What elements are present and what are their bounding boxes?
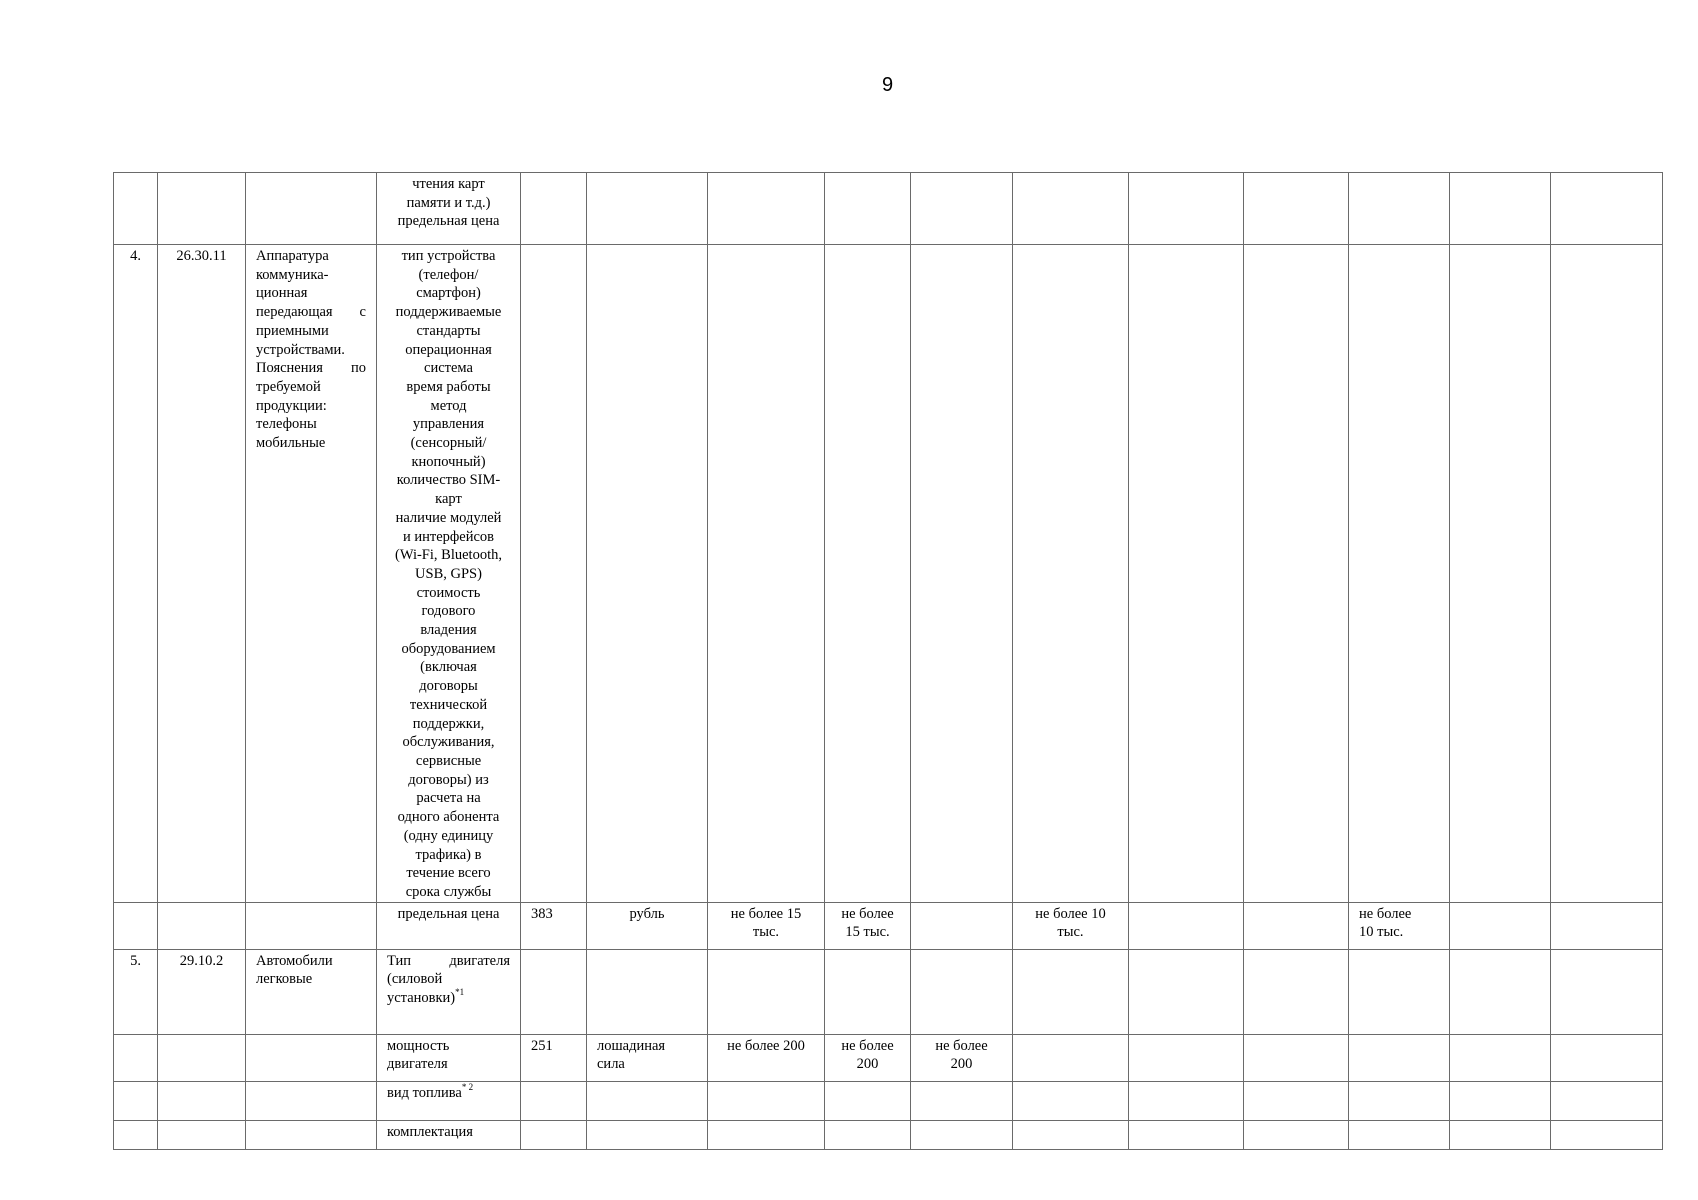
value-cell bbox=[911, 1120, 1013, 1149]
page-number: 9 bbox=[881, 74, 894, 96]
value-cell bbox=[1349, 1120, 1450, 1149]
okpd-code bbox=[158, 1081, 246, 1120]
value-cell bbox=[1013, 1034, 1129, 1081]
value-cell bbox=[1244, 173, 1349, 245]
value-cell bbox=[1244, 949, 1349, 1034]
value-cell bbox=[1129, 173, 1244, 245]
value-cell bbox=[1551, 245, 1663, 903]
okpd-code: 26.30.11 bbox=[158, 245, 246, 903]
unit-code: 383 bbox=[521, 902, 587, 949]
characteristic: мощность двигателя bbox=[377, 1034, 521, 1081]
value-cell bbox=[1450, 949, 1551, 1034]
value-cell bbox=[1013, 1120, 1129, 1149]
value-cell bbox=[1244, 1034, 1349, 1081]
requirements-table bbox=[113, 172, 1663, 1150]
characteristic: чтения карт памяти и т.д.) предельная цена bbox=[377, 173, 521, 245]
value-cell bbox=[1013, 1081, 1129, 1120]
unit-name bbox=[587, 173, 708, 245]
table-row bbox=[114, 1034, 1663, 1081]
product-name: Автомобили легковые bbox=[246, 949, 377, 1034]
characteristic bbox=[377, 949, 521, 1034]
value-cell: не более 200 bbox=[911, 1034, 1013, 1081]
unit-code bbox=[521, 173, 587, 245]
table-row bbox=[114, 949, 1663, 1034]
product-name bbox=[246, 1081, 377, 1120]
value-cell bbox=[1551, 173, 1663, 245]
value-cell bbox=[708, 1081, 825, 1120]
value-cell bbox=[1450, 1120, 1551, 1149]
table-row bbox=[114, 1120, 1663, 1149]
value-cell bbox=[1551, 1120, 1663, 1149]
value-cell: не более 200 bbox=[825, 1034, 911, 1081]
value-cell bbox=[1551, 949, 1663, 1034]
unit-code: 251 bbox=[521, 1034, 587, 1081]
unit-code bbox=[521, 245, 587, 903]
unit-name: рубль bbox=[587, 902, 708, 949]
value-cell bbox=[1349, 245, 1450, 903]
value-cell bbox=[708, 949, 825, 1034]
value-cell bbox=[1551, 902, 1663, 949]
characteristic: комплектация bbox=[377, 1120, 521, 1149]
unit-name bbox=[587, 1120, 708, 1149]
product-name bbox=[246, 173, 377, 245]
value-cell bbox=[1349, 1081, 1450, 1120]
value-cell bbox=[1129, 949, 1244, 1034]
okpd-code bbox=[158, 902, 246, 949]
product-name bbox=[246, 1034, 377, 1081]
value-cell bbox=[911, 949, 1013, 1034]
value-cell bbox=[1450, 1034, 1551, 1081]
row-number bbox=[114, 1081, 158, 1120]
value-cell bbox=[1244, 902, 1349, 949]
value-cell bbox=[1450, 245, 1551, 903]
value-cell bbox=[1551, 1034, 1663, 1081]
value-cell bbox=[1129, 902, 1244, 949]
okpd-code bbox=[158, 1034, 246, 1081]
value-cell bbox=[825, 949, 911, 1034]
value-cell bbox=[1450, 902, 1551, 949]
value-cell bbox=[1013, 245, 1129, 903]
value-cell bbox=[1349, 949, 1450, 1034]
value-cell bbox=[911, 1081, 1013, 1120]
unit-name: лошадиная сила bbox=[587, 1034, 708, 1081]
row-number: 4. bbox=[114, 245, 158, 903]
okpd-code: 29.10.2 bbox=[158, 949, 246, 1034]
value-cell bbox=[1129, 245, 1244, 903]
value-cell bbox=[1244, 245, 1349, 903]
row-number bbox=[114, 902, 158, 949]
value-cell bbox=[1129, 1034, 1244, 1081]
value-cell bbox=[1450, 1081, 1551, 1120]
value-cell bbox=[1450, 173, 1551, 245]
table-row bbox=[114, 902, 1663, 949]
value-cell: не более 200 bbox=[708, 1034, 825, 1081]
value-cell bbox=[825, 173, 911, 245]
characteristic: тип устройства (телефон/ смартфон) поддерживаемые стандарты операционная система время работы метод управления (сенсорный/ кнопочный) количество SIM- карт наличие модулей и интерфейсов (Wi-Fi, Bluetooth, USB, GPS) стоимость годового владения оборудованием (включая договоры технической поддержки, обслуживания, сервисные договоры) из расчета на одного абонента (одну единицу трафика) в течение всего срока службы bbox=[377, 245, 521, 903]
unit-code bbox=[521, 949, 587, 1034]
product-name bbox=[246, 1120, 377, 1149]
characteristic bbox=[377, 1081, 521, 1120]
value-cell bbox=[911, 902, 1013, 949]
value-cell bbox=[1349, 1034, 1450, 1081]
table-row bbox=[114, 245, 1663, 903]
row-number: 5. bbox=[114, 949, 158, 1034]
value-cell bbox=[1349, 173, 1450, 245]
value-cell bbox=[1129, 1120, 1244, 1149]
unit-name bbox=[587, 1081, 708, 1120]
value-cell bbox=[1244, 1120, 1349, 1149]
value-cell bbox=[911, 173, 1013, 245]
value-cell: не более 10 тыс. bbox=[1013, 902, 1129, 949]
value-cell bbox=[1551, 1081, 1663, 1120]
row-number bbox=[114, 173, 158, 245]
product-name bbox=[246, 902, 377, 949]
value-cell bbox=[1129, 1081, 1244, 1120]
value-cell bbox=[911, 245, 1013, 903]
okpd-code bbox=[158, 173, 246, 245]
value-cell: не более 15 тыс. bbox=[708, 902, 825, 949]
unit-code bbox=[521, 1081, 587, 1120]
footnote-marker: * 2 bbox=[461, 1081, 474, 1092]
value-cell bbox=[708, 245, 825, 903]
value-cell bbox=[708, 1120, 825, 1149]
table-row bbox=[114, 1081, 1663, 1120]
value-cell bbox=[825, 245, 911, 903]
product-name: Аппаратура коммуника-ционная передающая с приемными устройствами. Пояснения по требуемой продукции: телефоны мобильные bbox=[246, 245, 377, 903]
row-number bbox=[114, 1120, 158, 1149]
okpd-code bbox=[158, 1120, 246, 1149]
unit-name bbox=[587, 949, 708, 1034]
unit-name bbox=[587, 245, 708, 903]
characteristic: предельная цена bbox=[377, 902, 521, 949]
value-cell: не более 15 тыс. bbox=[825, 902, 911, 949]
value-cell bbox=[708, 173, 825, 245]
table-row bbox=[114, 173, 1663, 245]
value-cell bbox=[825, 1081, 911, 1120]
unit-code bbox=[521, 1120, 587, 1149]
value-cell bbox=[1013, 173, 1129, 245]
row-number bbox=[114, 1034, 158, 1081]
value-cell bbox=[1013, 949, 1129, 1034]
footnote-marker: *1 bbox=[455, 987, 465, 998]
value-cell: не более 10 тыс. bbox=[1349, 902, 1450, 949]
characteristic-text: Тип двигателя (силовой установки) bbox=[387, 952, 510, 1007]
value-cell bbox=[1244, 1081, 1349, 1120]
value-cell bbox=[825, 1120, 911, 1149]
characteristic-text: вид топлива bbox=[387, 1084, 462, 1101]
